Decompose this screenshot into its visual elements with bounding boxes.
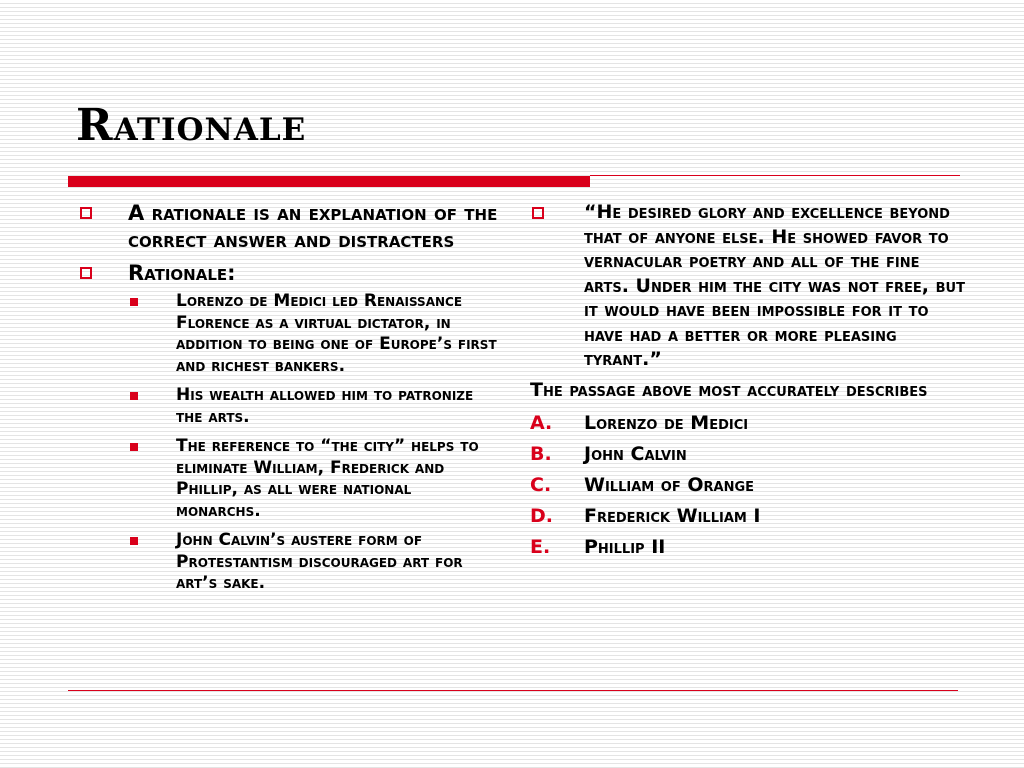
- option-text: William of Orange: [584, 474, 755, 496]
- sub-list-item-text: John Calvin’s austere form of Protestantism discouraged art for art’s sake.: [176, 530, 463, 593]
- answer-options: [530, 408, 970, 563]
- left-bullet-list: [78, 200, 498, 595]
- title-underline-bar: [68, 176, 590, 187]
- sub-list-item-text: Lorenzo de Medici led Renaissance Florence as a virtual dictator, in addition to being one of Europe’s first and richest bankers.: [176, 291, 497, 376]
- filled-square-bullet-icon: [130, 537, 138, 545]
- left-column: [78, 200, 498, 603]
- option-text: Phillip II: [584, 536, 666, 558]
- sub-list-item-text: His wealth allowed him to patronize the arts.: [176, 385, 474, 427]
- option-text: John Calvin: [584, 443, 687, 465]
- hollow-square-bullet-icon: [80, 267, 92, 279]
- quote-item: [530, 200, 970, 372]
- option-letter: B.: [530, 443, 552, 465]
- sub-list-item: [78, 385, 498, 428]
- sub-list-item-text: The reference to “the city” helps to eliminate William, Frederick and Phillip, as all were national monarchs.: [176, 436, 479, 521]
- right-bullet-list: [530, 200, 970, 372]
- list-item-text: Rationale:: [128, 261, 236, 285]
- sub-list-item: [78, 530, 498, 595]
- quote-text: “He desired glory and excellence beyond that of anyone else. He showed favor to vernacular poetry and all of the fine arts. Under him the city was not free, but it would have been impossible for it to have had a better or more pleasing tyrant.”: [584, 201, 965, 370]
- option-d: [530, 501, 970, 532]
- filled-square-bullet-icon: [130, 443, 138, 451]
- slide-title: Rationale: [76, 100, 307, 151]
- option-letter: D.: [530, 505, 553, 527]
- option-text: Frederick William I: [584, 505, 761, 527]
- title-underline-thin: [590, 175, 960, 176]
- option-text: Lorenzo de Medici: [584, 412, 749, 434]
- sub-list-item: [78, 436, 498, 522]
- sub-list-item: [78, 291, 498, 377]
- option-letter: A.: [530, 412, 553, 434]
- filled-square-bullet-icon: [130, 298, 138, 306]
- question-stem: The passage above most accurately describes: [530, 378, 928, 401]
- list-item-text: A rationale is an explanation of the correct answer and distracters: [128, 201, 498, 252]
- option-e: [530, 532, 970, 563]
- sub-bullet-list: [128, 291, 498, 595]
- list-item: [78, 260, 498, 595]
- filled-square-bullet-icon: [130, 392, 138, 400]
- list-item: [78, 200, 498, 254]
- option-b: [530, 439, 970, 470]
- option-c: [530, 470, 970, 501]
- footer-rule: [68, 690, 958, 691]
- hollow-square-bullet-icon: [80, 207, 92, 219]
- hollow-square-bullet-icon: [532, 207, 544, 219]
- option-letter: C.: [530, 474, 552, 496]
- option-letter: E.: [530, 536, 551, 558]
- right-column: [530, 200, 970, 563]
- option-a: [530, 408, 970, 439]
